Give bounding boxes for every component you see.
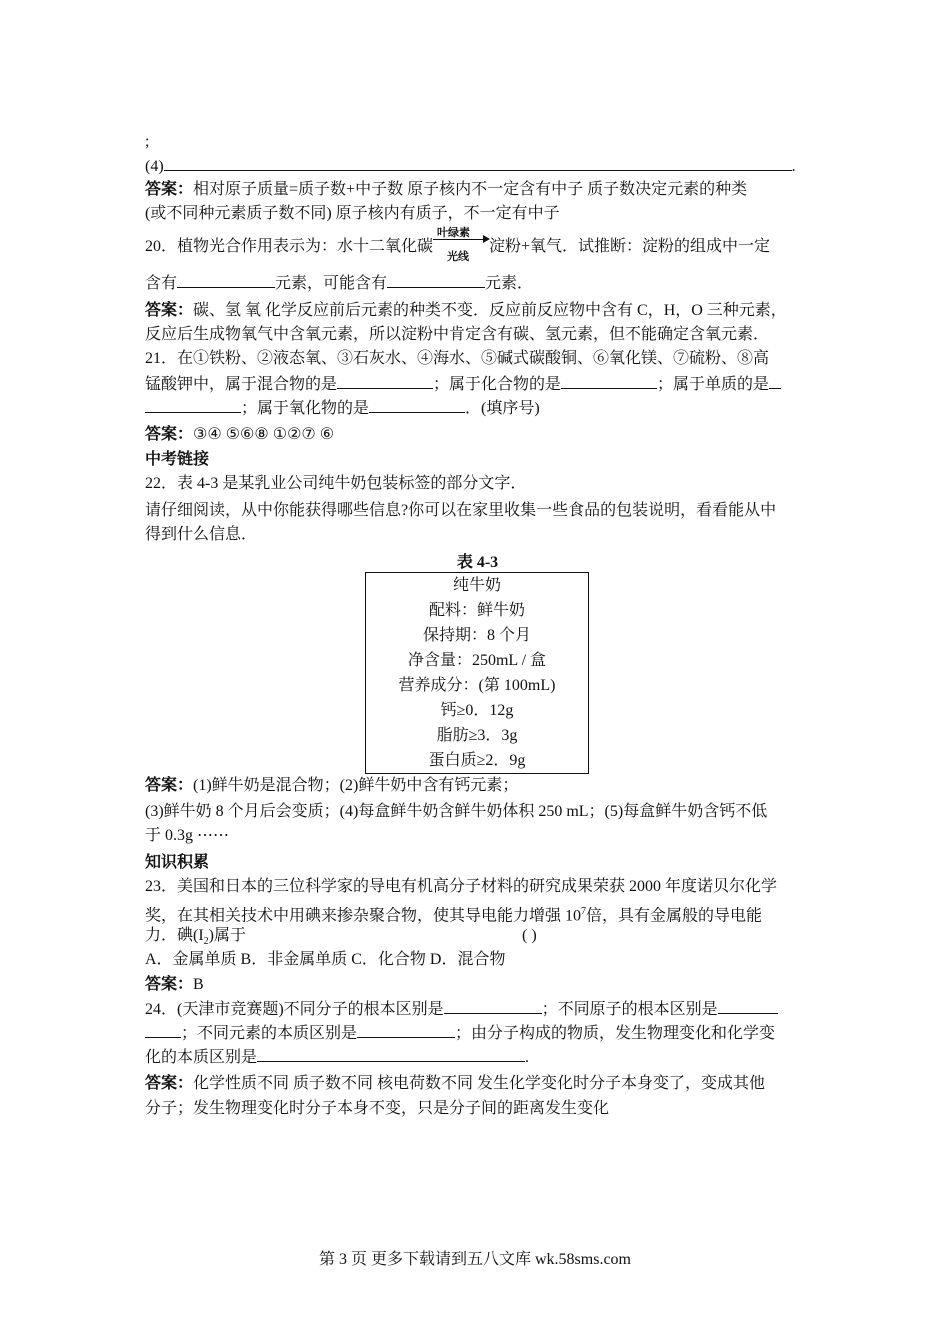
question-4-line: (4) . — [145, 154, 796, 179]
table-row: 钙≥0．12g — [440, 702, 514, 719]
answer-blank — [337, 372, 433, 389]
answer-blank — [357, 1021, 455, 1038]
answer-line: 答案：(1)鲜牛奶是混合物；(2)鲜牛奶中含有钙元素； — [145, 777, 519, 794]
question-23-options: A．金属单质 B．非金属单质 C．化合物 D．混合物 — [145, 951, 506, 968]
question-24: 24．(天津市竞赛题)不同分子的根本区别是 ；不同原子的根本区别是 — [145, 997, 778, 1022]
answer-line: (或不同种元素质子数不同) 原子核内有质子，不一定有中子 — [145, 205, 560, 222]
answer-line: 答案：相对原子质量=质子数+中子数 原子核内不一定含有中子 质子数决定元素的种类 — [145, 181, 748, 198]
answer-line: 答案：碳、氢 氧 化学反应前后元素的种类不变．反应前反应物中含有 C，H，O 三种元素， — [145, 302, 787, 319]
answer-line: 答案：③④ ⑤⑥⑧ ①②⑦ ⑥ — [145, 426, 335, 443]
answer-blank — [769, 372, 781, 389]
answer-paren: ( ) — [522, 927, 537, 944]
answer-blank — [177, 271, 275, 288]
question-24: ；不同元素的本质区别是 ；由分子构成的物质，发生物理变化和化学变 — [145, 1021, 775, 1046]
table-row: 脂肪≥3．3g — [436, 727, 518, 744]
page-footer: 第 3 页 更多下载请到五八文库 wk.58sms.com — [318, 1251, 631, 1268]
table-row: 保持期：8 个月 — [422, 627, 531, 644]
answer-blank — [369, 396, 465, 413]
answer-blank — [164, 154, 792, 171]
answer-line: 反应后生成物氧气中含氧元素，所以淀粉中肯定含有碳、氢元素，但不能确定含氧元素． — [145, 326, 770, 343]
section-heading: 知识积累 — [145, 854, 210, 871]
table-row: 配料：鲜牛奶 — [428, 602, 525, 619]
question-23: 力．碘$(I_2)$属于 — [145, 927, 247, 948]
table-row: 纯牛奶 — [452, 577, 501, 594]
question-22: 请仔细阅读，从中你能获得哪些信息?你可以在家里收集一些食品的包装说明，看看能从中 — [145, 502, 777, 519]
table-row: 蛋白质≥2．9g — [428, 752, 526, 769]
table-row: 净含量：250mL / 盒 — [407, 652, 547, 669]
question-23: 奖，在其相关技术中用碘来掺杂聚合物，使其导电能力增强 $10^7$倍，具有金属般的导电能 — [145, 906, 763, 925]
answer-line: 分子；发生物理变化时分子本身不变，只是分子间的距离发生变化 — [145, 1100, 610, 1117]
question-21-blanks: 锰酸钾中，属于混合物的是 ；属于化合物的是 ；属于单质的是 — [145, 372, 781, 397]
question-20-blanks: 含有 元素，可能含有 元素． — [145, 271, 533, 296]
section-heading: 中考链接 — [145, 451, 210, 468]
arrow-icon — [483, 235, 490, 243]
answer-blank — [145, 396, 241, 413]
table-row: 营养成分：(第 100mL) — [398, 677, 556, 694]
answer-line: 答案：化学性质不同 质子数不同 核电荷数不同 发生化学变化时分子本身变了，变成其他 — [145, 1075, 766, 1092]
question-23: 23．美国和日本的三位科学家的导电有机高分子材料的研究成果荣获 2000 年度诺贝尔化学 — [145, 878, 778, 895]
answer-line: (3)鲜牛奶 8 个月后会变质；(4)每盒鲜牛奶含鲜牛奶体积 250 mL；(5)每盒鲜牛奶含钙不低 — [145, 803, 768, 820]
answer-blank — [387, 271, 485, 288]
label-table — [365, 572, 589, 774]
answer-line: 于 0.3g ⋯⋯ — [145, 827, 230, 844]
answer-blank — [718, 997, 778, 1014]
question-21: 21．在①铁粉、②液态氧、③石灰水、④海水、⑤碱式碳酸铜、⑥氧化镁、⑦硫粉、⑧高 — [145, 350, 770, 367]
answer-line: 答案：B — [145, 976, 204, 993]
question-21-blanks: ；属于氧化物的是 ．(填序号) — [145, 396, 540, 421]
question-22: 22．表 4-3 是某乳业公司纯牛奶包装标签的部分文字． — [145, 475, 527, 492]
text-line: ; — [145, 133, 150, 150]
table-title: 表 4-3 — [456, 554, 499, 571]
question-20: 20．植物光合作用表示为：水十二氧化碳 叶绿素 光线 淀粉+氧气．试推断：淀粉的组成中一定 — [145, 227, 771, 263]
answer-blank — [257, 1045, 525, 1062]
question-24: 化的本质区别是 . — [145, 1045, 529, 1070]
answer-blank — [145, 1021, 181, 1038]
answer-blank — [444, 997, 542, 1014]
reaction-arrow: 叶绿素 光线 — [433, 231, 489, 251]
question-22: 得到什么信息． — [145, 526, 258, 543]
answer-blank — [561, 372, 657, 389]
